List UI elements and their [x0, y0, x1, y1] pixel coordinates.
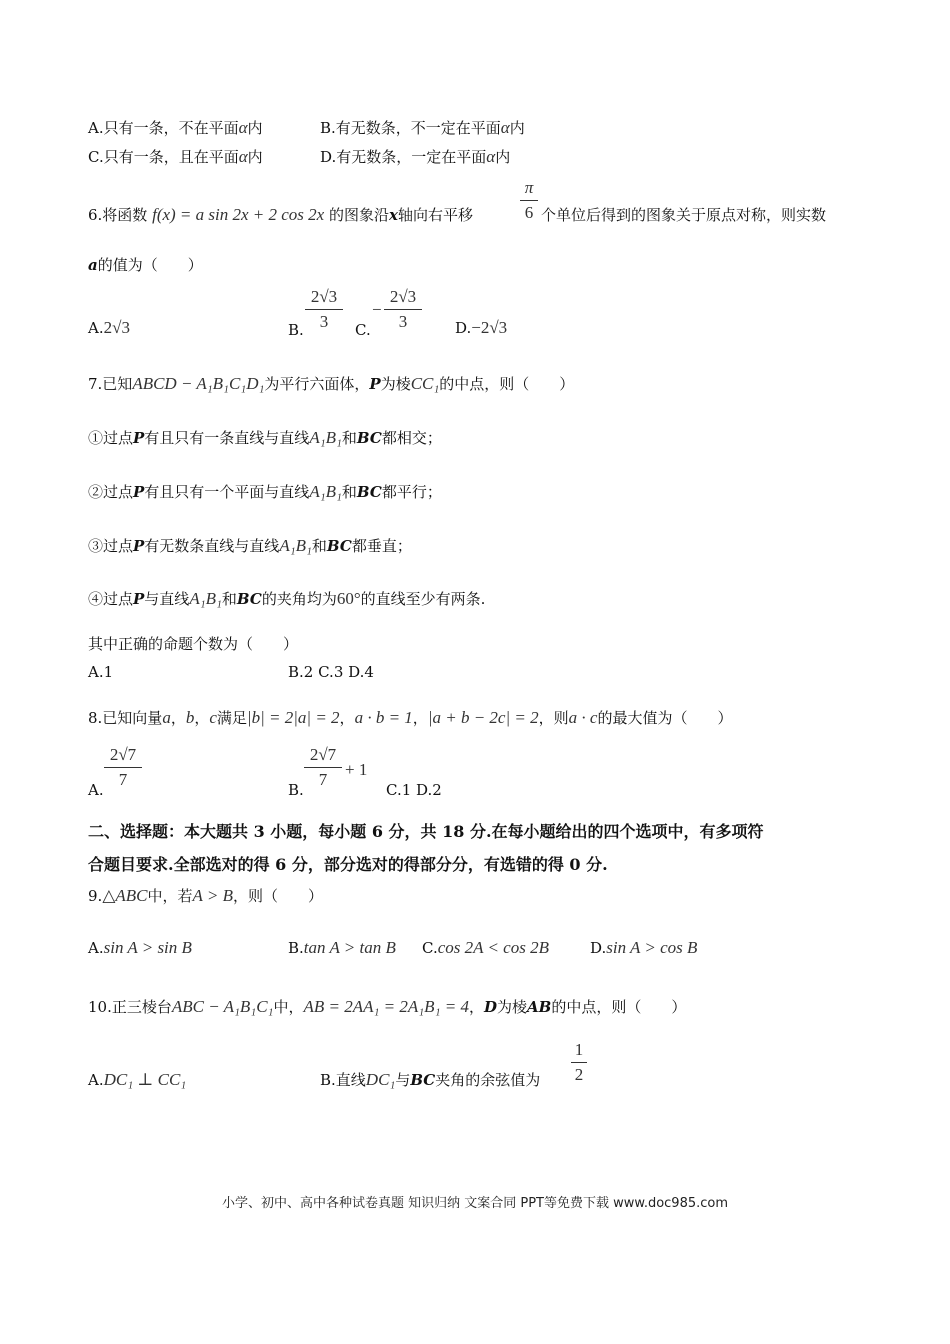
s4-mid2: 的夹角均为: [261, 590, 337, 608]
s4-a1b1: A₁B₁: [189, 589, 222, 608]
s3-p: P: [133, 537, 145, 555]
q10-mid: 中，: [273, 998, 304, 1016]
s1-tail: 都相交；: [381, 429, 442, 447]
q6-shift-num: π: [524, 178, 534, 197]
q6-a: a: [88, 256, 98, 274]
q6-shift-den: 6: [524, 203, 534, 222]
q6-function: f(x) = a sin 2x + 2 cos 2x: [152, 205, 325, 224]
q6-option-b-num: 2√3: [310, 287, 338, 306]
q9-cond: A > B: [192, 886, 233, 905]
q8-cond2: a · b = 1: [354, 708, 413, 727]
s4-angle: 60°: [336, 589, 361, 608]
q8-option-b-label: B.: [288, 781, 304, 799]
q6-stem-tail: [541, 205, 826, 225]
q10-option-b-label: B.直线: [320, 1071, 366, 1089]
q6-option-d-value: −2√3: [471, 318, 508, 337]
q8-vc: c: [209, 708, 217, 727]
q9-option-d-label: D.: [590, 939, 607, 957]
q9-triangle: △ABC: [102, 886, 148, 905]
q5-option-b-tail: 内: [509, 119, 525, 137]
section-2-heading-line1: 二、选择题：本大题共 3 小题，每小题 6 分，共 18 分.在每小题给出的四个选项中，有多项符: [88, 822, 764, 841]
q7-lead: 7.已知: [88, 375, 133, 393]
q10-solid: ABC − A₁B₁C₁: [171, 997, 274, 1016]
q6-option-c-fraction: [384, 287, 422, 332]
q9-option-c: [422, 938, 549, 958]
q5-option-b-text: B.有无数条，不一定在平面: [320, 119, 501, 137]
s4-and: 和: [221, 590, 237, 608]
s2-tail: 都平行；: [381, 483, 442, 501]
q10-option-b-mid: 与: [395, 1071, 411, 1089]
q8-cond3: |a + b − 2c| = 2: [427, 708, 539, 727]
q8-comma4: ，: [412, 709, 428, 727]
s4-mid: 与直线: [144, 590, 190, 608]
q7-option-a: A.1: [88, 663, 114, 681]
q7-question: 其中正确的命题个数为（ ）: [88, 635, 299, 653]
q8-option-b-den: 7: [318, 770, 328, 789]
s3-tail: 都垂直；: [351, 537, 412, 555]
s4-lead: ④过点: [88, 590, 134, 608]
q6-option-d-label: D.: [455, 319, 472, 337]
s2-p: P: [133, 483, 145, 501]
q9-stem: [88, 886, 323, 906]
q8-tail: 的最大值为（ ）: [597, 709, 733, 727]
q8-comma3: ，: [339, 709, 355, 727]
q10-ab: AB: [527, 998, 552, 1016]
q6-lead: 6.将函数: [88, 206, 148, 224]
s1-mid: 有且只有一条直线与直线: [144, 429, 310, 447]
q8-mid: 满足: [216, 709, 247, 727]
q5-option-a: [88, 118, 263, 138]
q10-option-b-den: 2: [574, 1065, 584, 1084]
q8-vb: b: [185, 708, 195, 727]
q6-option-b-fraction: [305, 287, 343, 332]
q9-lead: 9.: [88, 887, 103, 905]
q6-mid: 的图象沿: [329, 206, 390, 224]
s1-and: 和: [341, 429, 357, 447]
q8-comma1: ，: [170, 709, 186, 727]
q8-option-b-num: 2√7: [309, 745, 337, 764]
q10-d: D: [483, 998, 497, 1016]
s1-lead: ①过点: [88, 429, 134, 447]
q7-stem: [88, 374, 574, 394]
alpha-symbol: α: [500, 118, 510, 137]
q5-option-c-tail: 内: [247, 148, 263, 166]
q9-option-d-value: sin A > cos B: [606, 938, 698, 957]
q5-option-b: [320, 118, 525, 138]
q5-option-d-text: D.有无数条，一定在平面: [320, 148, 487, 166]
page-footer: 小学、初中、高中各种试卷真题 知识归纳 文案合同 PPT等免费下载 www.doc985.com: [221, 1196, 729, 1211]
q6-option-a-value: 2√3: [103, 318, 130, 337]
q10-tail: 的中点，则（ ）: [551, 998, 687, 1016]
q10-option-a-value: DC₁ ⊥ CC₁: [103, 1070, 187, 1089]
q8-lead: 8.已知向量: [88, 709, 163, 727]
q7-mid2: 为棱: [380, 375, 411, 393]
s4-p: P: [133, 590, 145, 608]
fraction-bar: [304, 767, 342, 768]
s2-mid: 有且只有一个平面与直线: [144, 483, 310, 501]
q10-option-b-fraction: [571, 1040, 587, 1085]
s4-bc: BC: [236, 590, 262, 608]
q8-target: a · c: [568, 708, 598, 727]
q10-lead: 10.正三棱台: [88, 998, 172, 1016]
s3-lead: ③过点: [88, 537, 134, 555]
q10-option-b-tail: 夹角的余弦值为: [435, 1071, 541, 1089]
q6-x: x: [389, 206, 398, 224]
q10-option-a-label: A.: [88, 1071, 104, 1089]
q5-option-c-text: C.只有一条，且在平面: [88, 148, 239, 166]
q6-stem-line2: [88, 255, 203, 275]
q10-option-b: [320, 1070, 540, 1090]
s2-bc: BC: [356, 483, 382, 501]
q9-tail: ，则（ ）: [232, 887, 323, 905]
s3-bc: BC: [326, 537, 352, 555]
q9-option-c-label: C.: [422, 939, 438, 957]
q10-option-b-bc: BC: [410, 1071, 436, 1089]
q8-option-a-den: 7: [118, 770, 128, 789]
q5-option-c: [88, 147, 263, 167]
q7-statement-1: [88, 428, 442, 448]
q8-va: a: [162, 708, 171, 727]
q7-statement-3: [88, 536, 412, 556]
q7-solid: ABCD − A₁B₁C₁D₁: [132, 374, 265, 393]
q6-line2-tail: 的值为（ ）: [97, 256, 203, 274]
q10-mid2: ，: [468, 998, 484, 1016]
q8-option-b-fraction: [304, 745, 342, 790]
q5-option-a-tail: 内: [247, 119, 263, 137]
s3-mid: 有无数条直线与直线: [144, 537, 280, 555]
q6-option-a: [88, 318, 130, 338]
q8-option-a-fraction: [104, 745, 142, 790]
fraction-bar: [384, 309, 422, 310]
q6-option-c-num: 2√3: [389, 287, 417, 306]
q10-option-b-line: DC₁: [365, 1070, 396, 1089]
q9-option-b-label: B.: [288, 939, 304, 957]
fraction-bar: [571, 1062, 587, 1063]
section-2-heading-line2: 合题目要求.全部选对的得 6 分，部分选对的得部分分，有选错的得 0 分.: [88, 855, 608, 874]
fraction-bar: [520, 200, 538, 201]
q8-cond1: |b| = 2|a| = 2: [246, 708, 340, 727]
q6-option-b-label: B.: [288, 321, 304, 339]
q10-cond: AB = 2AA₁ = 2A₁B₁ = 4: [303, 997, 469, 1016]
s1-bc: BC: [356, 429, 382, 447]
q6-mid2: 轴向右平移: [397, 206, 473, 224]
q7-mid: 为平行六面体，: [264, 375, 370, 393]
q8-option-b-plus: + 1: [345, 760, 368, 779]
q10-option-a: [88, 1070, 186, 1090]
q6-option-c-sign: −: [372, 300, 382, 319]
q10-option-b-num: 1: [574, 1040, 584, 1059]
q7-p: P: [369, 375, 381, 393]
s2-a1b1: A₁B₁: [309, 482, 342, 501]
q9-option-b: [288, 938, 396, 958]
s3-and: 和: [311, 537, 327, 555]
q8-stem: [88, 708, 732, 728]
fraction-bar: [305, 309, 343, 310]
q6-tail: 个单位后得到的图象关于原点对称，则实数: [541, 206, 827, 224]
q8-option-a-num: 2√7: [109, 745, 137, 764]
q6-option-b-den: 3: [319, 312, 329, 331]
s2-and: 和: [341, 483, 357, 501]
q6-option-c-den: 3: [398, 312, 408, 331]
q10-stem: [88, 997, 686, 1017]
alpha-symbol: α: [486, 147, 496, 166]
q10-mid3: 为棱: [496, 998, 527, 1016]
q9-option-c-value: cos 2A < cos 2B: [437, 938, 549, 957]
q9-option-a-value: sin A > sin B: [103, 938, 192, 957]
q8-comma2: ，: [194, 709, 210, 727]
q5-option-a-text: A.只有一条，不在平面: [88, 119, 239, 137]
q9-mid: 中，若: [147, 887, 193, 905]
q8-options-cd: C.1 D.2: [386, 781, 442, 799]
s4-tail: 的直线至少有两条.: [360, 590, 486, 608]
fraction-bar: [104, 767, 142, 768]
q7-tail: 的中点，则（ ）: [439, 375, 575, 393]
q5-option-d-tail: 内: [495, 148, 511, 166]
s1-a1b1: A₁B₁: [309, 428, 342, 447]
q8-option-a-label: A.: [88, 781, 104, 799]
alpha-symbol: α: [238, 118, 248, 137]
q6-option-a-label: A.: [88, 319, 104, 337]
q8-mid2: ，则: [538, 709, 569, 727]
q7-options-bcd: B.2 C.3 D.4: [288, 663, 374, 681]
s1-p: P: [133, 429, 145, 447]
q6-shift-fraction: [520, 178, 538, 223]
q6-option-c-label: C.: [355, 321, 371, 339]
q9-option-a: [88, 938, 192, 958]
q6-stem: [88, 205, 473, 225]
alpha-symbol: α: [238, 147, 248, 166]
q9-option-d: [590, 938, 697, 958]
q7-statement-2: [88, 482, 442, 502]
q9-option-a-label: A.: [88, 939, 104, 957]
q7-statement-4: [88, 589, 485, 609]
s2-lead: ②过点: [88, 483, 134, 501]
s3-a1b1: A₁B₁: [279, 536, 312, 555]
q7-edge: CC₁: [410, 374, 440, 393]
q6-option-d: [455, 318, 507, 338]
q9-option-b-value: tan A > tan B: [303, 938, 396, 957]
q5-option-d: [320, 147, 510, 167]
